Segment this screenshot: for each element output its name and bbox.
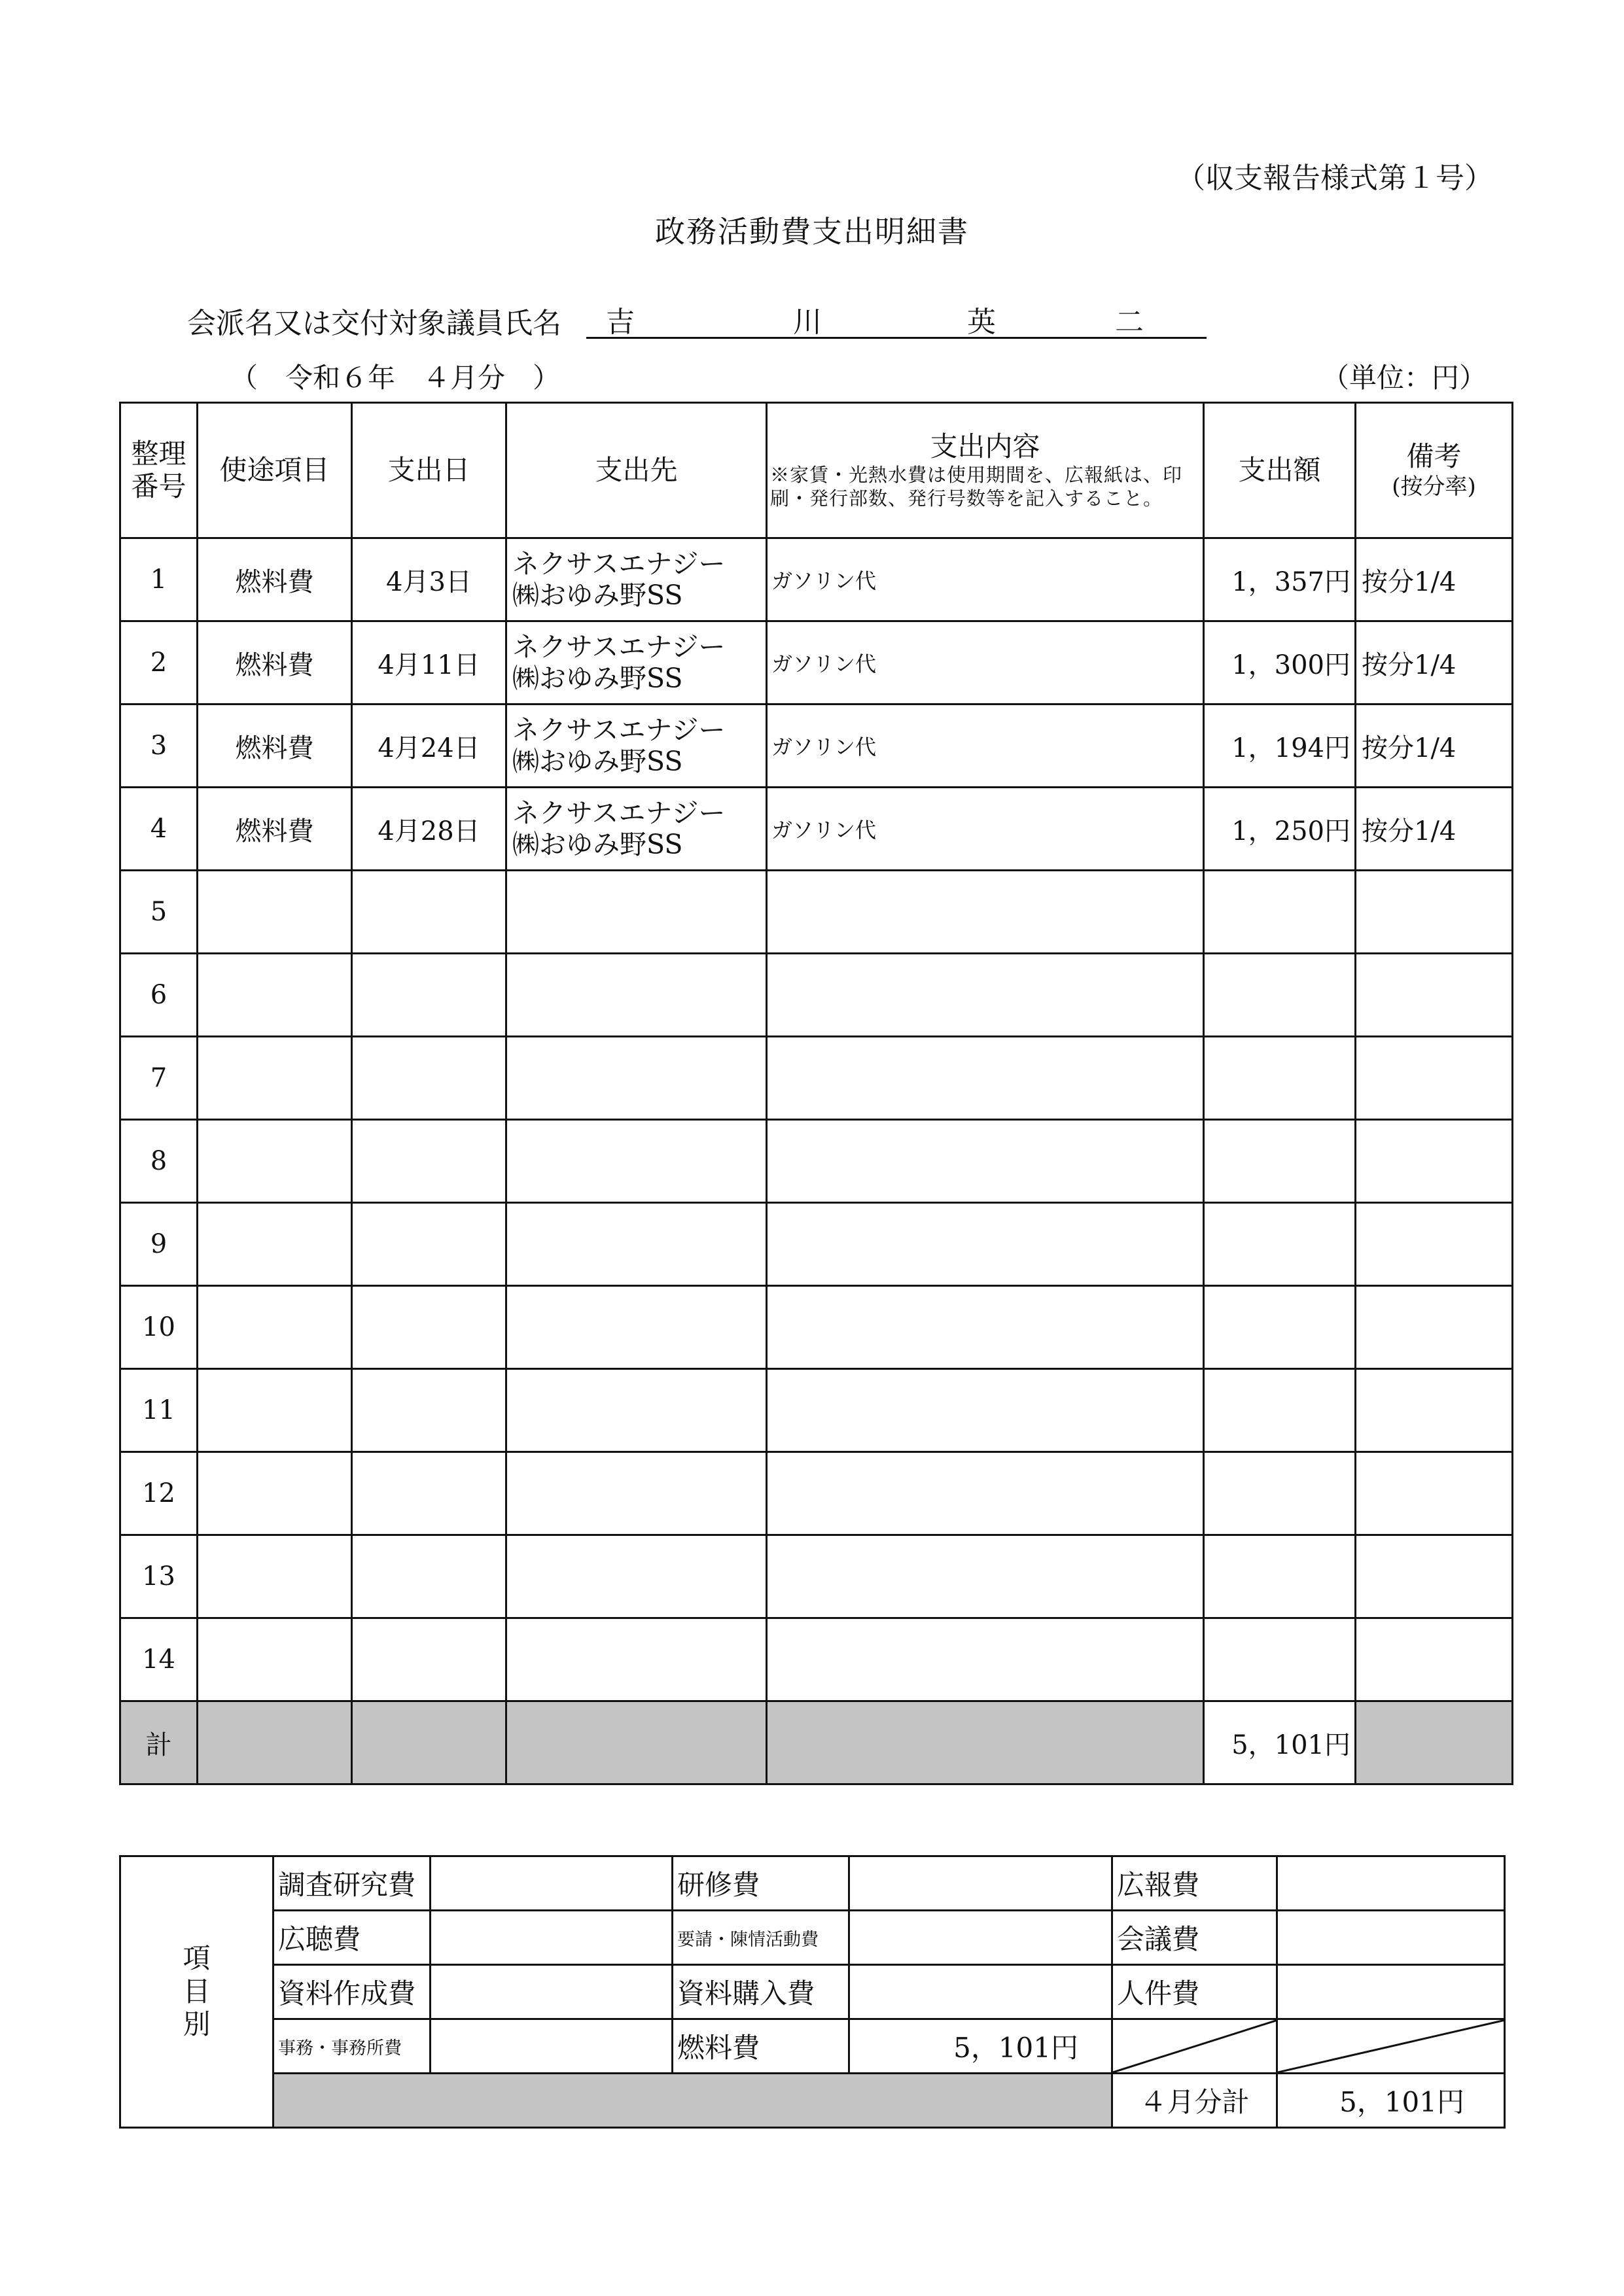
- row-note: [1356, 871, 1513, 954]
- row-amount: [1204, 1535, 1356, 1618]
- diagonal-slash-cell: [1277, 2019, 1505, 2074]
- table-body: [120, 538, 1513, 1701]
- row-amount: [1204, 1286, 1356, 1369]
- row-category: 燃料費: [198, 788, 352, 871]
- header-detail: [767, 403, 1204, 538]
- row-note: 按分1/4: [1356, 788, 1513, 871]
- table-row: [120, 1286, 1513, 1369]
- row-number: 12: [120, 1452, 198, 1535]
- row-amount: [1204, 1369, 1356, 1452]
- row-date: [352, 1452, 506, 1535]
- summary-label-fuel: 燃料費: [673, 2019, 849, 2074]
- header-detail-note: ※家賃・光熱水費は使用期間を、広報紙は、印刷・発行部数、発行号数等を記入すること。: [770, 463, 1183, 510]
- table-row: [120, 1535, 1513, 1618]
- row-vendor-line: ㈱おゆみ野SS: [512, 746, 683, 777]
- row-detail: [767, 1203, 1204, 1286]
- row-detail: ガソリン代: [767, 538, 1204, 621]
- row-detail: ガソリン代: [767, 621, 1204, 704]
- table-header-row: [120, 403, 1513, 538]
- row-detail: ガソリン代: [767, 704, 1204, 788]
- row-note: 按分1/4: [1356, 538, 1513, 621]
- diagonal-slash-line: [1278, 2020, 1506, 2072]
- row-vendor: [506, 1286, 767, 1369]
- row-category: [198, 1369, 352, 1452]
- row-number: 5: [120, 871, 198, 954]
- member-name-char: 英: [967, 305, 996, 339]
- row-date: [352, 1203, 506, 1286]
- row-vendor-line: ㈱おゆみ野SS: [512, 663, 683, 694]
- total-shaded-cell: [352, 1701, 506, 1784]
- row-note: [1356, 954, 1513, 1037]
- table-row: [120, 1203, 1513, 1286]
- row-vendor: [506, 1535, 767, 1618]
- row-amount: [1204, 1452, 1356, 1535]
- summary-value-research: [431, 1856, 673, 1911]
- summary-value-hearing: [431, 1911, 673, 1965]
- summary-row: [120, 1856, 1505, 1911]
- summary-value-materials-purchase: [849, 1965, 1112, 2019]
- row-vendor: [506, 954, 767, 1037]
- table-row: [120, 954, 1513, 1037]
- row-amount: [1204, 954, 1356, 1037]
- table-row: [120, 1369, 1513, 1452]
- header-category: 使途項目: [198, 403, 352, 538]
- member-name-underline: [586, 337, 1207, 339]
- total-shaded-cell: [1356, 1701, 1513, 1784]
- row-vendor: [506, 704, 767, 788]
- summary-row: [120, 2019, 1505, 2074]
- summary-label-hearing: 広聴費: [274, 1911, 431, 1965]
- row-date: 4月3日: [352, 538, 506, 621]
- row-category: [198, 1037, 352, 1120]
- row-date: [352, 1286, 506, 1369]
- table-row: [120, 1618, 1513, 1701]
- row-vendor-line: ネクサスエナジー: [512, 797, 726, 829]
- row-number: 11: [120, 1369, 198, 1452]
- summary-label-petition: 要請・陳情活動費: [673, 1911, 849, 1965]
- row-amount: 1，194円: [1204, 704, 1356, 788]
- row-amount: [1204, 1037, 1356, 1120]
- row-amount: [1204, 1618, 1356, 1701]
- row-vendor: [506, 1120, 767, 1203]
- table-row: [120, 1037, 1513, 1120]
- row-vendor: [506, 871, 767, 954]
- category-summary-table: [119, 1855, 1506, 2129]
- row-category: [198, 1535, 352, 1618]
- row-detail: ガソリン代: [767, 788, 1204, 871]
- summary-shaded-cell: [274, 2074, 1112, 2128]
- member-label: 会派名又は交付対象議員氏名: [187, 307, 561, 340]
- row-number: 10: [120, 1286, 198, 1369]
- form-number: （収支報告様式第１号）: [1176, 162, 1493, 195]
- row-detail: [767, 1037, 1204, 1120]
- member-name-char: 二: [1115, 305, 1144, 339]
- summary-value-training: [849, 1856, 1112, 1911]
- summary-side-label: 項 目 別: [120, 1856, 274, 2128]
- summary-label-office: 事務・事務所費: [274, 2019, 431, 2074]
- summary-label-research: 調査研究費: [274, 1856, 431, 1911]
- row-detail: [767, 954, 1204, 1037]
- row-note: [1356, 1535, 1513, 1618]
- row-number: 2: [120, 621, 198, 704]
- diagonal-slash-line: [1113, 2020, 1278, 2072]
- table-total-row: [120, 1701, 1513, 1784]
- row-vendor: [506, 1037, 767, 1120]
- row-detail: [767, 1618, 1204, 1701]
- row-amount: [1204, 1203, 1356, 1286]
- summary-label-pr: 広報費: [1112, 1856, 1277, 1911]
- row-category: [198, 1120, 352, 1203]
- row-vendor-line: ㈱おゆみ野SS: [512, 829, 683, 860]
- summary-row: [120, 2074, 1505, 2128]
- row-date: [352, 1037, 506, 1120]
- total-shaded-cell: [767, 1701, 1204, 1784]
- member-name-char: 吉: [606, 305, 635, 339]
- summary-label-training: 研修費: [673, 1856, 849, 1911]
- row-category: [198, 1618, 352, 1701]
- row-number: 6: [120, 954, 198, 1037]
- row-vendor: [506, 1369, 767, 1452]
- row-date: [352, 871, 506, 954]
- row-amount: 1，357円: [1204, 538, 1356, 621]
- member-name-char: 川: [793, 305, 822, 339]
- row-category: 燃料費: [198, 704, 352, 788]
- row-date: 4月28日: [352, 788, 506, 871]
- row-detail: [767, 1535, 1204, 1618]
- header-date: 支出日: [352, 403, 506, 538]
- row-note: 按分1/4: [1356, 704, 1513, 788]
- row-category: [198, 1452, 352, 1535]
- row-note: [1356, 1618, 1513, 1701]
- table-row: [120, 1452, 1513, 1535]
- row-number: 9: [120, 1203, 198, 1286]
- row-note: [1356, 1203, 1513, 1286]
- row-date: 4月24日: [352, 704, 506, 788]
- row-category: 燃料費: [198, 621, 352, 704]
- row-amount: 1，250円: [1204, 788, 1356, 871]
- summary-row: [120, 1911, 1505, 1965]
- table-row: [120, 1120, 1513, 1203]
- summary-label-materials-making: 資料作成費: [274, 1965, 431, 2019]
- row-note: [1356, 1286, 1513, 1369]
- report-period: （ 令和６年 ４月分 ）: [230, 362, 561, 394]
- row-date: [352, 1535, 506, 1618]
- row-detail: [767, 1120, 1204, 1203]
- table-row: [120, 871, 1513, 954]
- header-note: [1356, 403, 1513, 538]
- row-vendor-line: ネクサスエナジー: [512, 631, 726, 663]
- row-amount: [1204, 871, 1356, 954]
- table-row: [120, 538, 1513, 621]
- row-amount: [1204, 1120, 1356, 1203]
- row-category: [198, 1286, 352, 1369]
- month-total-label: ４月分計: [1112, 2074, 1277, 2128]
- row-note: [1356, 1120, 1513, 1203]
- row-category: 燃料費: [198, 538, 352, 621]
- summary-label-materials-purchase: 資料購入費: [673, 1965, 849, 2019]
- diagonal-slash-cell: [1112, 2019, 1277, 2074]
- table-row: [120, 621, 1513, 704]
- row-category: [198, 871, 352, 954]
- table-row: [120, 788, 1513, 871]
- row-vendor: [506, 1452, 767, 1535]
- header-note-title: 備考: [1406, 440, 1462, 473]
- row-number: 14: [120, 1618, 198, 1701]
- row-detail: [767, 1369, 1204, 1452]
- header-detail-title: 支出内容: [930, 430, 1040, 462]
- row-category: [198, 954, 352, 1037]
- summary-label-personnel: 人件費: [1112, 1965, 1277, 2019]
- header-amount: 支出額: [1204, 403, 1356, 538]
- summary-row: [120, 1965, 1505, 2019]
- row-detail: [767, 1286, 1204, 1369]
- row-note: [1356, 1037, 1513, 1120]
- unit-label: （単位：円）: [1321, 362, 1487, 394]
- summary-value-petition: [849, 1911, 1112, 1965]
- header-note-sub: (按分率): [1392, 473, 1476, 500]
- row-note: [1356, 1452, 1513, 1535]
- row-vendor: [506, 1203, 767, 1286]
- row-date: 4月11日: [352, 621, 506, 704]
- row-vendor-line: ㈱おゆみ野SS: [512, 580, 683, 611]
- summary-value-meeting: [1277, 1911, 1505, 1965]
- row-number: 3: [120, 704, 198, 788]
- document-title: 政務活動費支出明細書: [655, 214, 969, 249]
- table-row: [120, 704, 1513, 788]
- row-note: 按分1/4: [1356, 621, 1513, 704]
- summary-value-office: [431, 2019, 673, 2074]
- summary-value-fuel: 5，101円: [849, 2019, 1112, 2074]
- row-number: 8: [120, 1120, 198, 1203]
- total-label: 計: [120, 1701, 198, 1784]
- row-number: 13: [120, 1535, 198, 1618]
- row-number: 1: [120, 538, 198, 621]
- header-number: 整理 番号: [120, 403, 198, 538]
- total-shaded-cell: [506, 1701, 767, 1784]
- month-total-amount: 5，101円: [1277, 2074, 1505, 2128]
- total-shaded-cell: [198, 1701, 352, 1784]
- row-vendor-line: ネクサスエナジー: [512, 548, 726, 580]
- row-date: [352, 1369, 506, 1452]
- row-vendor: [506, 621, 767, 704]
- summary-label-meeting: 会議費: [1112, 1911, 1277, 1965]
- row-date: [352, 954, 506, 1037]
- row-number: 4: [120, 788, 198, 871]
- row-vendor: [506, 1618, 767, 1701]
- row-vendor: [506, 788, 767, 871]
- row-date: [352, 1120, 506, 1203]
- summary-value-materials-making: [431, 1965, 673, 2019]
- row-detail: [767, 1452, 1204, 1535]
- summary-value-personnel: [1277, 1965, 1505, 2019]
- row-detail: [767, 871, 1204, 954]
- row-category: [198, 1203, 352, 1286]
- row-date: [352, 1618, 506, 1701]
- row-amount: 1，300円: [1204, 621, 1356, 704]
- expense-table: [119, 402, 1513, 1785]
- header-vendor: 支出先: [506, 403, 767, 538]
- row-vendor: [506, 538, 767, 621]
- summary-value-pr: [1277, 1856, 1505, 1911]
- row-vendor-line: ネクサスエナジー: [512, 714, 726, 746]
- row-number: 7: [120, 1037, 198, 1120]
- total-amount: 5，101円: [1204, 1701, 1356, 1784]
- row-note: [1356, 1369, 1513, 1452]
